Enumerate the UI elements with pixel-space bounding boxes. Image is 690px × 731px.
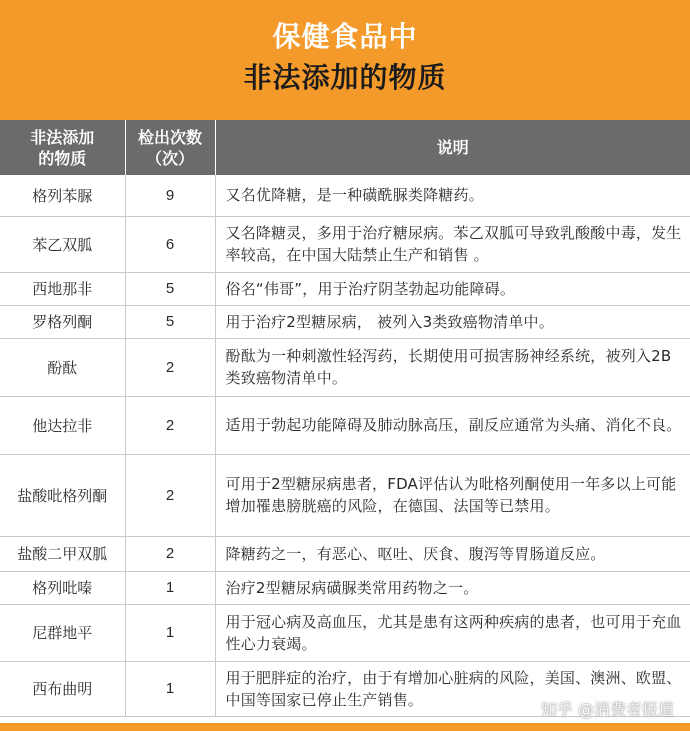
substance-name: 西布曲明 — [0, 661, 125, 716]
header-description: 说明 — [215, 120, 690, 175]
description: 可用于2型糖尿病患者，FDA评估认为吡格列酮使用一年多以上可能增加罹患膀胱癌的风险，在德国、法国等已禁用。 — [215, 454, 690, 536]
table-body — [0, 175, 690, 716]
header-row — [0, 120, 690, 175]
description: 用于冠心病及高血压，尤其是患有这两种疾病的患者，也可用于充血性心力衰竭。 — [215, 604, 690, 661]
description: 用于肥胖症的治疗，由于有增加心脏病的风险，美国、澳洲、欧盟、中国等国家已停止生产销售。 — [215, 661, 690, 716]
substance-name: 他达拉非 — [0, 396, 125, 454]
substance-name: 盐酸二甲双胍 — [0, 536, 125, 571]
header-count-line-2: （次） — [145, 148, 194, 168]
description: 用于治疗2型糖尿病， 被列入3类致癌物清单中。 — [215, 305, 690, 338]
additives-table — [0, 120, 690, 717]
detection-count: 2 — [125, 536, 215, 571]
substance-name: 格列苯脲 — [0, 175, 125, 216]
substance-name: 盐酸吡格列酮 — [0, 454, 125, 536]
detection-count: 1 — [125, 604, 215, 661]
substance-name: 格列吡嗪 — [0, 571, 125, 604]
substance-name: 尼群地平 — [0, 604, 125, 661]
table-row — [0, 216, 690, 272]
table-row — [0, 571, 690, 604]
detection-count: 2 — [125, 454, 215, 536]
table-row — [0, 396, 690, 454]
source-watermark: 知乎 @消费者报道 — [540, 700, 674, 719]
table-row — [0, 536, 690, 571]
description: 适用于勃起功能障碍及肺动脉高压，副反应通常为头痛、消化不良。 — [215, 396, 690, 454]
header-substance-line-2: 的物质 — [38, 148, 87, 168]
detection-count: 5 — [125, 305, 215, 338]
detection-count: 9 — [125, 175, 215, 216]
bottom-accent-bar — [0, 723, 690, 731]
title-banner — [0, 0, 690, 120]
description: 治疗2型糖尿病磺脲类常用药物之一。 — [215, 571, 690, 604]
detection-count: 2 — [125, 396, 215, 454]
header-substance — [0, 120, 125, 175]
table-row — [0, 305, 690, 338]
substance-name: 酚酞 — [0, 338, 125, 396]
table-header — [0, 120, 690, 175]
detection-count: 1 — [125, 571, 215, 604]
table-row — [0, 175, 690, 216]
table-row — [0, 338, 690, 396]
title-line-2: 非法添加的物质 — [243, 61, 447, 94]
title-line-1: 保健食品中 — [272, 20, 418, 53]
detection-count: 1 — [125, 661, 215, 716]
table-row — [0, 604, 690, 661]
description: 降糖药之一，有恶心、呕吐、厌食、腹泻等胃肠道反应。 — [215, 536, 690, 571]
detection-count: 6 — [125, 216, 215, 272]
table-row — [0, 454, 690, 536]
description: 酚酞为一种刺激性轻泻药，长期使用可损害肠神经系统，被列入2B类致癌物清单中。 — [215, 338, 690, 396]
header-substance-line-1: 非法添加 — [30, 127, 95, 147]
description: 又名降糖灵，多用于治疗糖尿病。苯乙双胍可导致乳酸酸中毒，发生率较高，在中国大陆禁止生产和销售 。 — [215, 216, 690, 272]
header-count-line-1: 检出次数 — [137, 127, 202, 147]
substance-name: 罗格列酮 — [0, 305, 125, 338]
substance-name: 西地那非 — [0, 272, 125, 305]
detection-count: 5 — [125, 272, 215, 305]
description: 俗名“伟哥”，用于治疗阴茎勃起功能障碍。 — [215, 272, 690, 305]
substance-name: 苯乙双胍 — [0, 216, 125, 272]
detection-count: 2 — [125, 338, 215, 396]
header-count — [125, 120, 215, 175]
table-row — [0, 272, 690, 305]
description: 又名优降糖，是一种磺酰脲类降糖药。 — [215, 175, 690, 216]
